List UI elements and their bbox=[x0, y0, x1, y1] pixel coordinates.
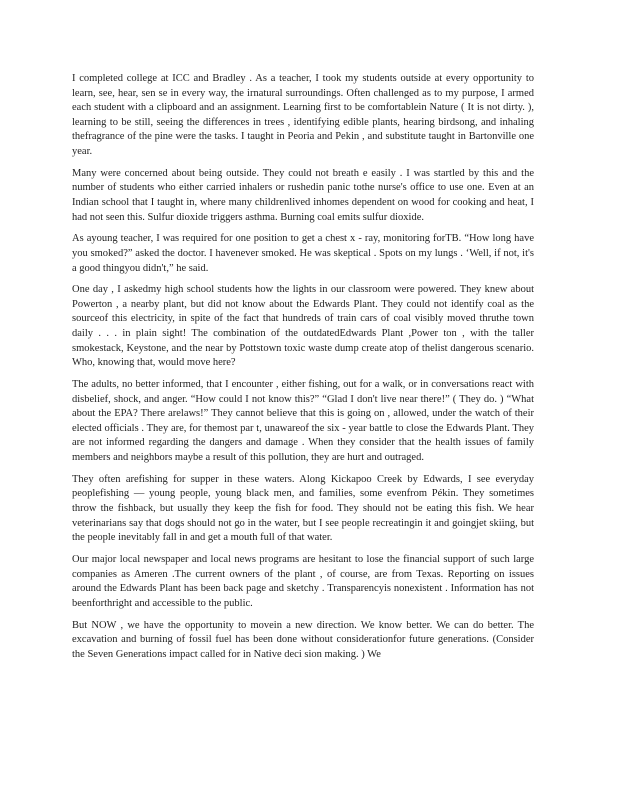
paragraph-new-direction: But NOW , we have the opportunity to movein a new direction. We know better. We can do better. The excavation and burning of fossil fuel has been done without considerationfor future generations. (Consider the Seven Generations impact called for in Native deci sion making. ) We bbox=[72, 619, 534, 660]
paragraph-teaching-background: I completed college at ICC and Bradley . As a teacher, I took my students outside at every opportunity to learn, see, hear, sen se in every way, the irnatural surroundings. Often challenged as to my purpose, I armed each student with a clipboard and an assignment. Learning first to be comfortablein Nature ( It is not dirty. ), learning to be still, seeing the differences in trees , identifying edible plants, hearing birdsong, and inhaling thefragrance of the pine were the tasks. I taught in Peoria and Pekin , and substitute taught in Bartonville one year. bbox=[72, 73, 534, 157]
paragraph-asthma: Many were concerned about being outside. They could not breath e easily . I was startled by this and the number of students who either carried inhalers or rushedin panic tothe nurse's office to use one. Even at an Indian school that I taught in, where many childrenlived inhomes dependent on wood for cooking and heat, I had not seen this. Sulfur dioxide triggers asthma. Burning coal emits sulfur dioxide. bbox=[72, 167, 534, 223]
paragraph-local-media: Our major local newspaper and local news programs are hesitant to lose the financial support of such large companies as Ameren .The current owners of the plant , of course, are from Texas. Reporting on issues around the Edwards Plant has been back page and sketchy . Transparencyis nonexistent . Information has not beenforthright and accessible to the public. bbox=[72, 553, 534, 609]
paragraph-chest-xray: As ayoung teacher, I was required for one position to get a chest x - ray, monitoring forTB. “How long have you smoked?” asked the doctor. I havenever smoked. He was skeptical . Spots on my lungs . ‘Well, if not, it's a good thingyou didn't,” he said. bbox=[72, 233, 534, 274]
paragraph-fishing: They often arefishing for supper in these waters. Along Kickapoo Creek by Edwards, I see everyday peoplefishing — young people, young black men, and families, some evenfrom Pékin. They sometimes throw the fishback, but usually they keep the fish for food. They should not be eating this fish. We hear veterinarians say that dogs should not go in the water, but I see people recreatingin it and goingjet skiing, but the people inevitably fall in and get a mouth full of that water. bbox=[72, 473, 534, 544]
letter-page bbox=[72, 72, 534, 669]
paragraph-power-plants: One day , I askedmy high school students how the lights in our classroom were powered. They knew about Powerton , a nearby plant, but did not know about the Edwards Plant. They could not identify coal as the sourceof this electricity, in spite of the fact that hundreds of train cars of coal visibly moved thruthe town daily . . . in plain sight! The combination of the outdatedEdwards Plant ,Power ton , with the taller smokestack, Keystone, and the near by Pottstown toxic waste dump create atop of thelist dangerous scenario. Who, knowing that, would move here? bbox=[72, 284, 534, 369]
paragraph-adult-reactions: The adults, no better informed, that I encounter , either fishing, out for a walk, or in conversations react with disbelief, shock, and anger. “How could I not know this?” “Glad I don't live near there!” ( They do. ) “What about the EPA? There arelaws!” They cannot believe that this is going on , allowed, under the watch of their elected officials . They are, for themost par t, unawareof the six - year battle to close the Edwards Plant. They are not informed regarding the dangers and damage . When they consider that the health issues of family members and neighbors maybe a result of this pollution, they are hurt and outraged. bbox=[72, 379, 534, 463]
